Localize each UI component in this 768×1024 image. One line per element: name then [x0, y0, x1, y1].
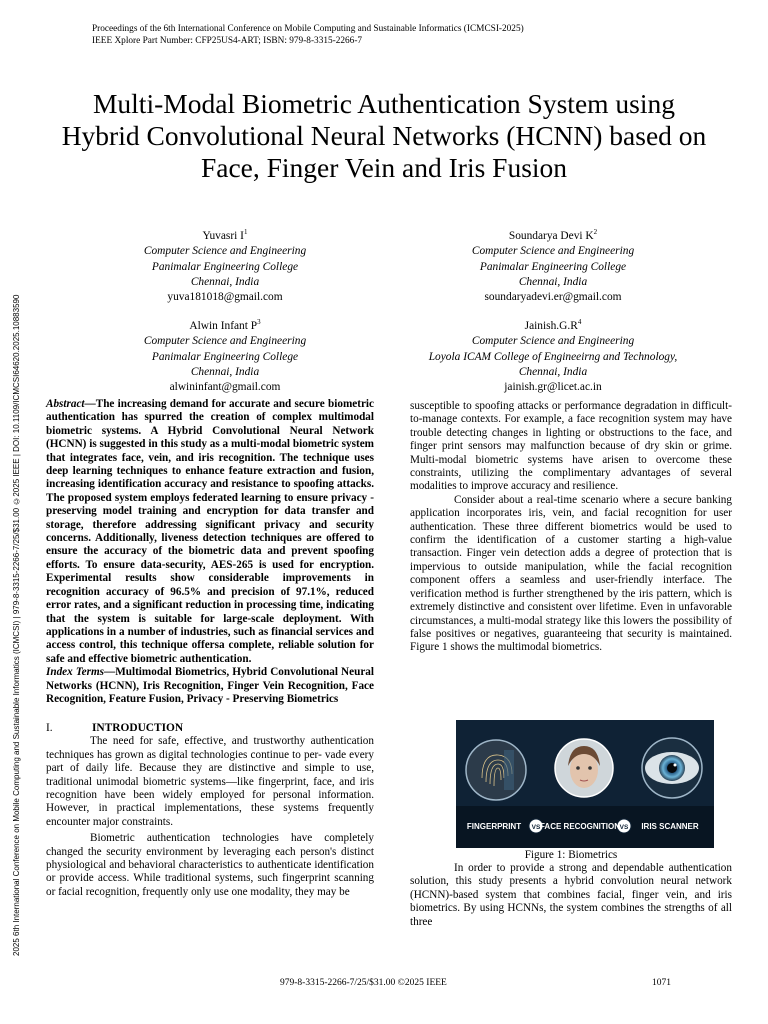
right-column [410, 400, 732, 655]
section-number: I. [46, 722, 53, 735]
conference-header [92, 23, 524, 47]
paper-title: Multi-Modal Biometric Authentication System using Hybrid Convolutional Neural Networks (HCNN) based on Face, Finger Vein and Iris Fusion [61, 88, 707, 183]
face-icon [555, 739, 613, 797]
right-column-continued [410, 862, 732, 929]
page-number: 1071 [652, 978, 671, 988]
author-email: jainish.gr@licet.ac.in [504, 381, 602, 394]
author-institution: Panimalar Engineering College [151, 260, 299, 273]
body-paragraph: Biometric authentication technologies have completely changed the security environment by leveraging each person's distinct physiological and behavioral characteristics to authenticate identification or provide access. While traditional systems, such fingerprint scanning or facial recognition, frequently only use one modality, they may be [46, 832, 374, 898]
abstract-label: Abstract [46, 398, 85, 410]
author-location: Chennai, India [190, 366, 260, 379]
figure-caption: Figure 1: Biometrics [524, 849, 618, 861]
abstract [46, 398, 374, 666]
footer-copyright: 979-8-3315-2266-7/25/$31.00 ©2025 IEEE [280, 978, 447, 988]
author-location: Chennai, India [190, 276, 260, 289]
svg-text:VS: VS [619, 824, 629, 831]
author-dept: Computer Science and Engineering [471, 335, 635, 348]
body-paragraph: susceptible to spoofing attacks or performance degradation in difficult-to-manage contexts. For example, a face recognition system may have trouble detecting changes in lighting or obstructions to the face, and finger print sensors may malfunction because of dry skin or grime. Multi-modal biometric systems have arisen to overcome these constraints, utilizing the complimentary advantages of several modalities to improve accuracy and resilience. [410, 400, 732, 493]
author-email: alwininfant@gmail.com [169, 381, 281, 394]
figure-label-iris: IRIS SCANNER [641, 822, 699, 831]
author-block [408, 225, 698, 306]
author-name: Soundarya Devi $K^2$ [508, 228, 598, 242]
side-citation: 2025 6th International Conference on Mobile Computing and Sustainable Informatics (ICMCSI) | 979-8-3315-2266-7/25/$31.00 ©2025 IEEE | DOI: 10.1109/ICMCSI64620.2025.10883590 [12, 294, 21, 956]
section-heading [46, 721, 374, 735]
index-terms-text: —Multimodal Biometrics, Hybrid Convolutional Neural Networks (HCNN), Iris Recognition, Finger Vein Recognition, Face Recognition, Feature Fusion, Privacy - Preserving Biometrics [46, 666, 374, 705]
author-block [90, 225, 360, 306]
body-paragraph: In order to provide a strong and dependable authentication solution, this study presents a hybrid convolution neural network (HCNN)-based system that combines facial, finger vein, and iris biometrics. By using HCNNs, the system combines the strengths of all three [410, 862, 732, 928]
author-email: yuva181018@gmail.com [167, 291, 283, 304]
author-email: soundaryadevi.er@gmail.com [484, 291, 622, 304]
figure-label-face: FACE RECOGNITION [539, 822, 621, 831]
author-dept: Computer Science and Engineering [471, 245, 635, 258]
author-name: $Jainish.G.R^4$ [524, 318, 582, 332]
author-block [398, 315, 708, 396]
author-dept: Computer Science and Engineering [143, 245, 307, 258]
figure-biometrics [456, 720, 714, 848]
body-paragraph: The need for safe, effective, and trustworthy authentication techniques has grown as digital technologies continue to per- vade every part of daily life. Because they are distinctive and simple to use, traditional unimodal biometric systems—like fingerprint, face, and iris recognition have been widely employed for personal information. However, in practical implementations, these systems frequently encounter major constraints. [46, 735, 374, 828]
author-institution: Panimalar Engineering College [151, 350, 299, 363]
iris-icon [642, 738, 702, 798]
body-paragraph: Consider about a real-time scenario where a secure banking application incorporates iris, vein, and facial recognition for user authentication. These three different biometrics would be used to confirm the identification of a customer starting a high-value transaction. Finger vein detection adds a degree of protection that is impervious to outside manipulation, while the facial recognition component offers a seamless and user-friendly interface. The verification method is further strengthened by the iris pattern, which is extremely distinctive and consistent over lifetime. Even in unfavorable circumstances, a multi-modal strategy like this lowers the possibility of false positives or negatives, guaranteeing that security is maintained. Figure 1 shows the multimodal biometrics. [410, 493, 732, 654]
author-name: Alwin Infant $P^3$ [189, 318, 261, 332]
author-block [90, 315, 360, 396]
isbn-line: IEEE Xplore Part Number: CFP25US4-ART; ISBN: 979-8-3315-2266-7 [92, 36, 363, 46]
author-institution: Panimalar Engineering College [479, 260, 627, 273]
svg-text:VS: VS [531, 824, 541, 831]
left-column [46, 398, 374, 899]
figure-graphic [456, 720, 714, 848]
conference-name: Proceedings of the 6th International Conference on Mobile Computing and Sustainable Informatics (ICMCSI-2025) [92, 24, 524, 34]
fingerprint-icon [466, 740, 526, 800]
author-dept: Computer Science and Engineering [143, 335, 307, 348]
author-location: Chennai, India [518, 276, 588, 289]
index-terms-label: Index Terms [46, 666, 104, 679]
author-institution: Loyola ICAM College of Engineeirng and Technology, [428, 350, 678, 363]
section-title: INTRODUCTION [92, 722, 184, 735]
author-name: Yuvasri $I^1$ [202, 228, 248, 242]
figure-label-fingerprint: FINGERPRINT [466, 822, 522, 831]
index-terms [46, 666, 374, 706]
abstract-text: —The increasing demand for accurate and secure biometric authentication has spurred the creation of complex multimodal biometric systems. A Hybrid Convolutional Neural Network (HCNN) is suggested in this study as a multi-modal biometric system that integrates face, vein, and iris recognition. The technique uses deep learning techniques to enhance feature extraction and fusion, increasing identification accuracy and resistance to spoofing attacks. The proposed system employs federated learning to ensure privacy - preserving model training and encryption for data transfer and storage, therefore addressing significant privacy and security concerns. Additionally, liveness detection techniques are offered to ensure the accuracy of the biometric data and prevent spoofing efforts. To ensure data-security, AES-265 is used for encryption. Experimental results show considerable improvements in recognition accuracy of 96.5% and precision of 97.1%, reduced error rates, and a significant reduction in processing time, indicating that the system is suitable for large-scale deployment. With applications in a number of industries, such as financial services and access control, this technique offersa complete, reliable solution for safe and effective biometric authentication. [46, 398, 374, 665]
author-location: Chennai, India [518, 366, 588, 379]
